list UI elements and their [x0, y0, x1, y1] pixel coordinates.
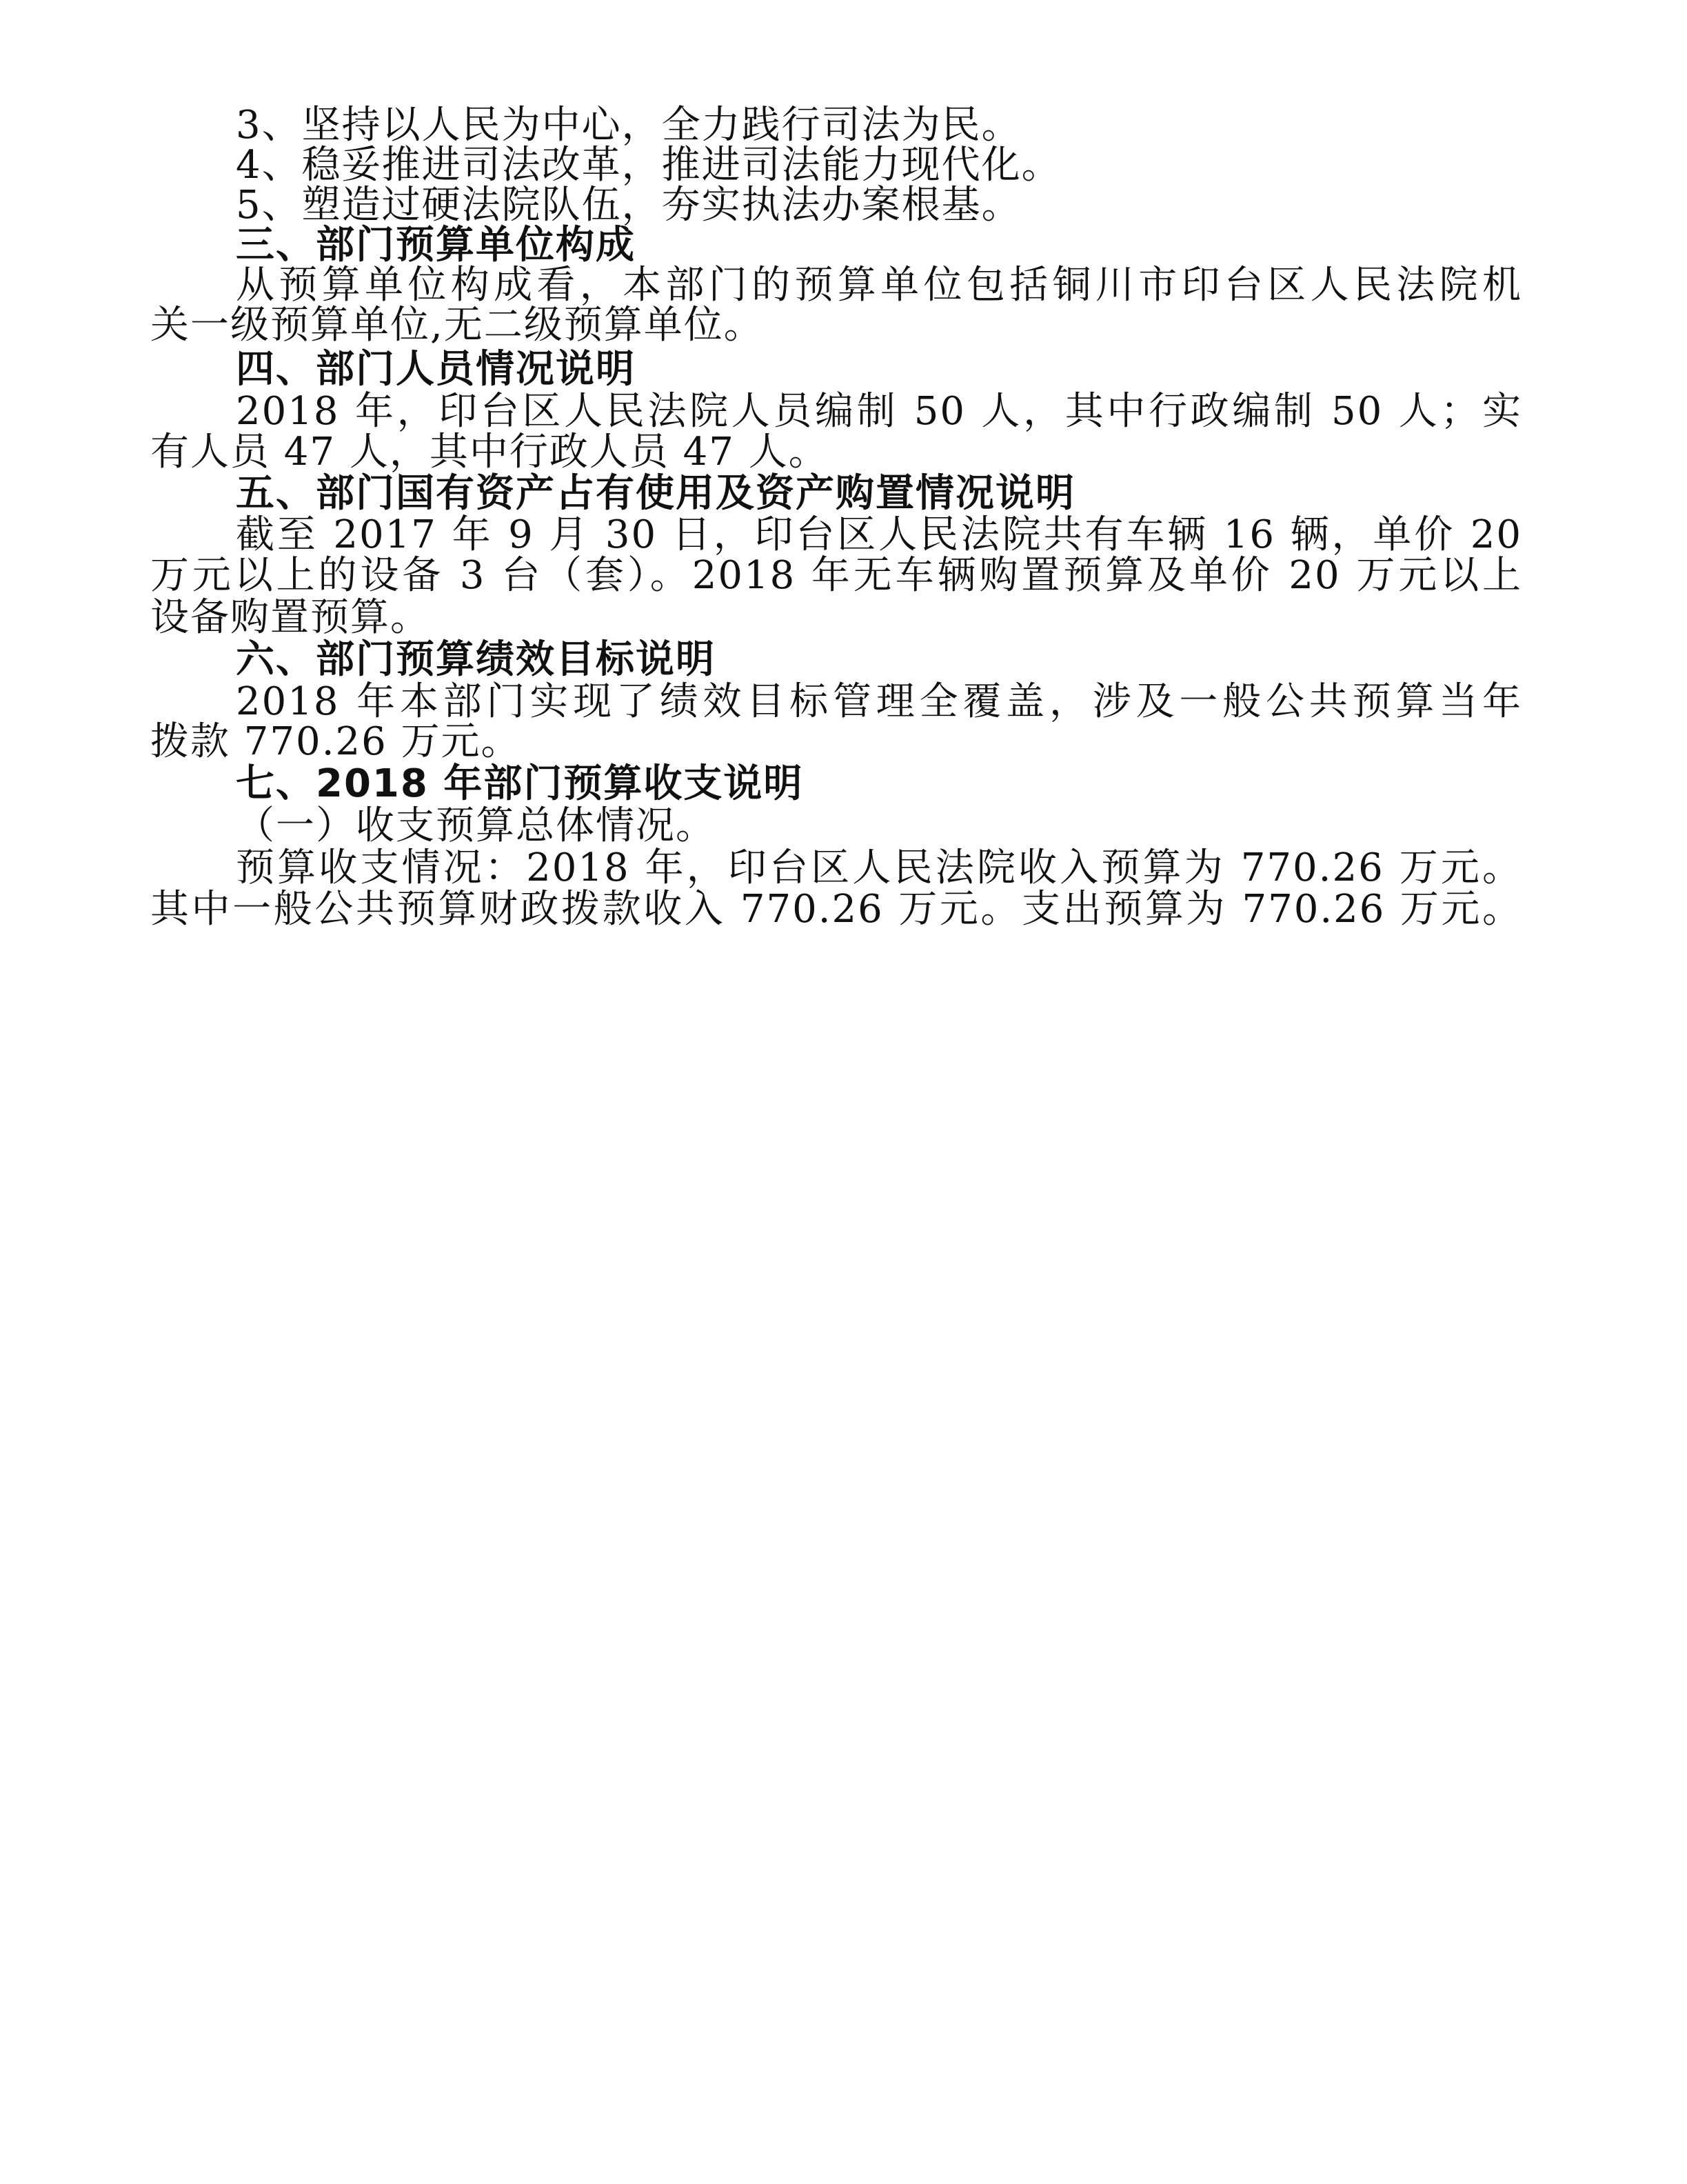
- paragraph-line: 其中一般公共预算财政拨款收入 770.26 万元。支出预算为 770.26 万元。: [150, 887, 1522, 932]
- paragraph-line: 预算收支情况：2018 年，印台区人民法院收入预算为 770.26 万元。: [236, 845, 1522, 890]
- paragraph-line: 从预算单位构成看，本部门的预算单位包括铜川市印台区人民法院机: [236, 263, 1522, 308]
- list-item-5: 5、塑造过硬法院队伍，夯实执法办案根基。: [236, 183, 1022, 228]
- paragraph-line: 关一级预算单位,无二级预算单位。: [150, 303, 764, 348]
- section-heading-6: 六、部门预算绩效目标说明: [236, 637, 716, 682]
- paragraph-line: 2018 年，印台区人民法院人员编制 50 人，其中行政编制 50 人；实: [236, 389, 1522, 434]
- section-heading-3: 三、部门预算单位构成: [236, 223, 636, 268]
- section-heading-4: 四、部门人员情况说明: [236, 347, 636, 392]
- section-heading-5: 五、部门国有资产占有使用及资产购置情况说明: [236, 471, 1075, 516]
- paragraph-line: 有人员 47 人，其中行政人员 47 人。: [150, 430, 829, 474]
- paragraph-line: 截至 2017 年 9 月 30 日，印台区人民法院共有车辆 16 辆，单价 20: [236, 512, 1522, 557]
- paragraph-line: 2018 年本部门实现了绩效目标管理全覆盖，涉及一般公共预算当年: [236, 679, 1522, 724]
- paragraph-line: 万元以上的设备 3 台（套）。2018 年无车辆购置预算及单价 20 万元以上: [150, 553, 1522, 598]
- section-heading-7: 七、2018 年部门预算收支说明: [236, 761, 804, 806]
- list-item-3: 3、坚持以人民为中心，全力践行司法为民。: [236, 103, 1022, 148]
- subsection-heading: （一）收支预算总体情况。: [236, 803, 716, 848]
- paragraph-line: 设备购置预算。: [150, 595, 430, 640]
- list-item-4: 4、稳妥推进司法改革，推进司法能力现代化。: [236, 143, 1062, 188]
- paragraph-line: 拨款 770.26 万元。: [150, 719, 521, 764]
